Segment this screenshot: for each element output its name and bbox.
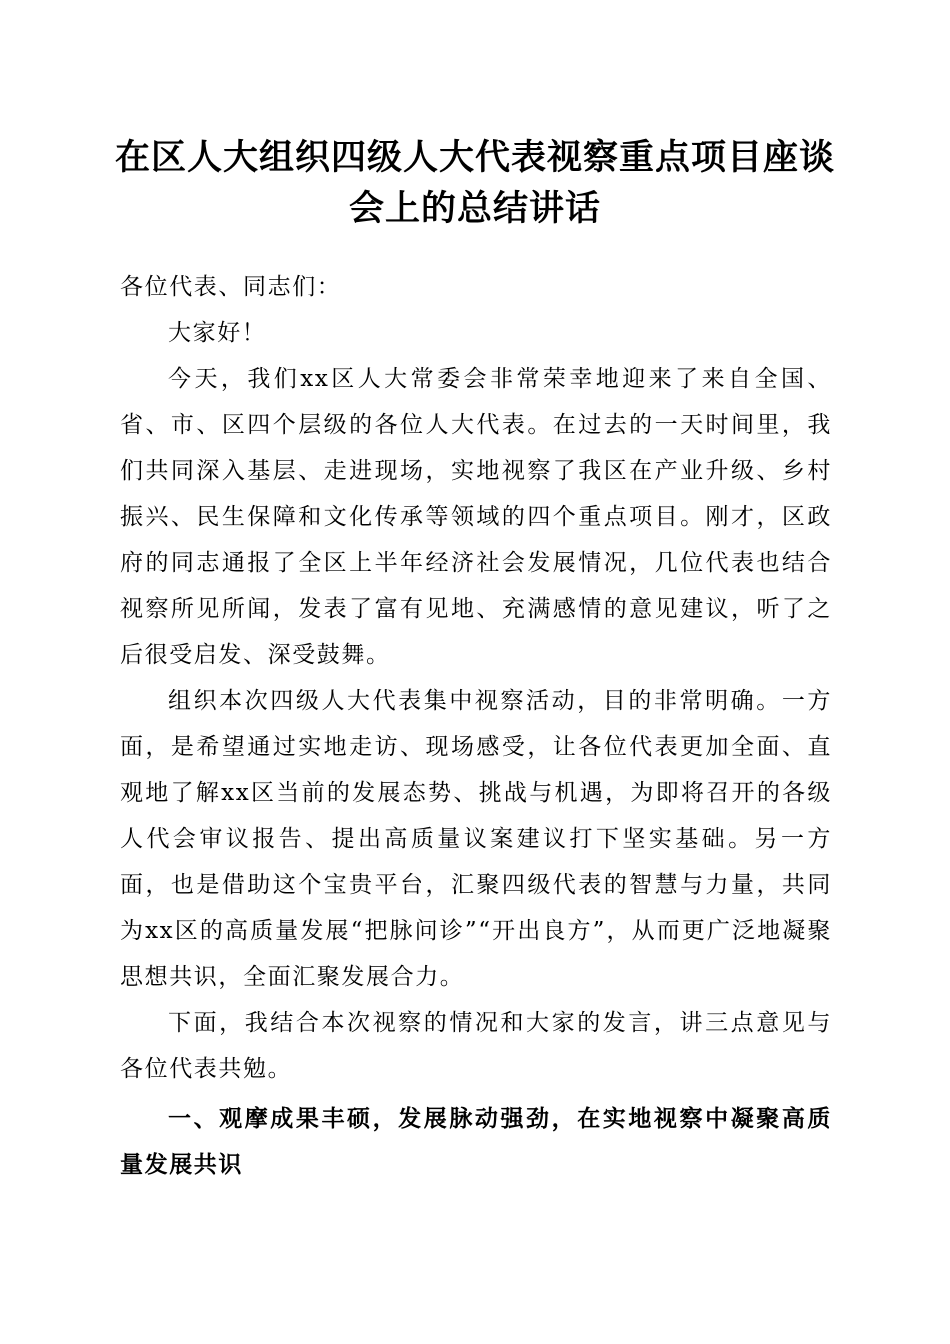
salutation: 各位代表、同志们：	[120, 274, 342, 300]
title-line-2: 会上的总结讲话	[348, 188, 601, 229]
document-title	[100, 132, 850, 234]
paragraph: 组织本次四级人大代表集中视察活动，目的非常明确。一方面，是希望通过实地走访、现场感受，让各位代表更加全面、直观地了解xx区当前的发展态势、挑战与机遇，为即将召开的各级人代会审议报告、提出高质量议案建议打下坚实基础。另一方面，也是借助这个宝贵平台，汇聚四级代表的智慧与力量，共同为xx区的高质量发展“把脉问诊”“开出良方”，从而更广泛地凝聚思想共识，全面汇聚发展合力。	[120, 688, 832, 990]
paragraph: 今天，我们xx区人大常委会非常荣幸地迎来了来自全国、省、市、区四个层级的各位人大代表。在过去的一天时间里，我们共同深入基层、走进现场，实地视察了我区在产业升级、乡村振兴、民生保障和文化传承等领域的四个重点项目。刚才，区政府的同志通报了全区上半年经济社会发展情况，几位代表也结合视察所见所闻，发表了富有见地、充满感情的意见建议，听了之后很受启发、深受鼓舞。	[120, 366, 832, 668]
greeting: 大家好！	[168, 320, 267, 346]
document-body	[120, 264, 832, 1188]
section-heading: 一、观摩成果丰硕，发展脉动强劲，在实地视察中凝聚高质量发展共识	[120, 1106, 832, 1178]
title-line-1: 在区人大组织四级人大代表视察重点项目座谈	[114, 137, 835, 178]
paragraph: 下面，我结合本次视察的情况和大家的发言，讲三点意见与各位代表共勉。	[120, 1010, 832, 1082]
